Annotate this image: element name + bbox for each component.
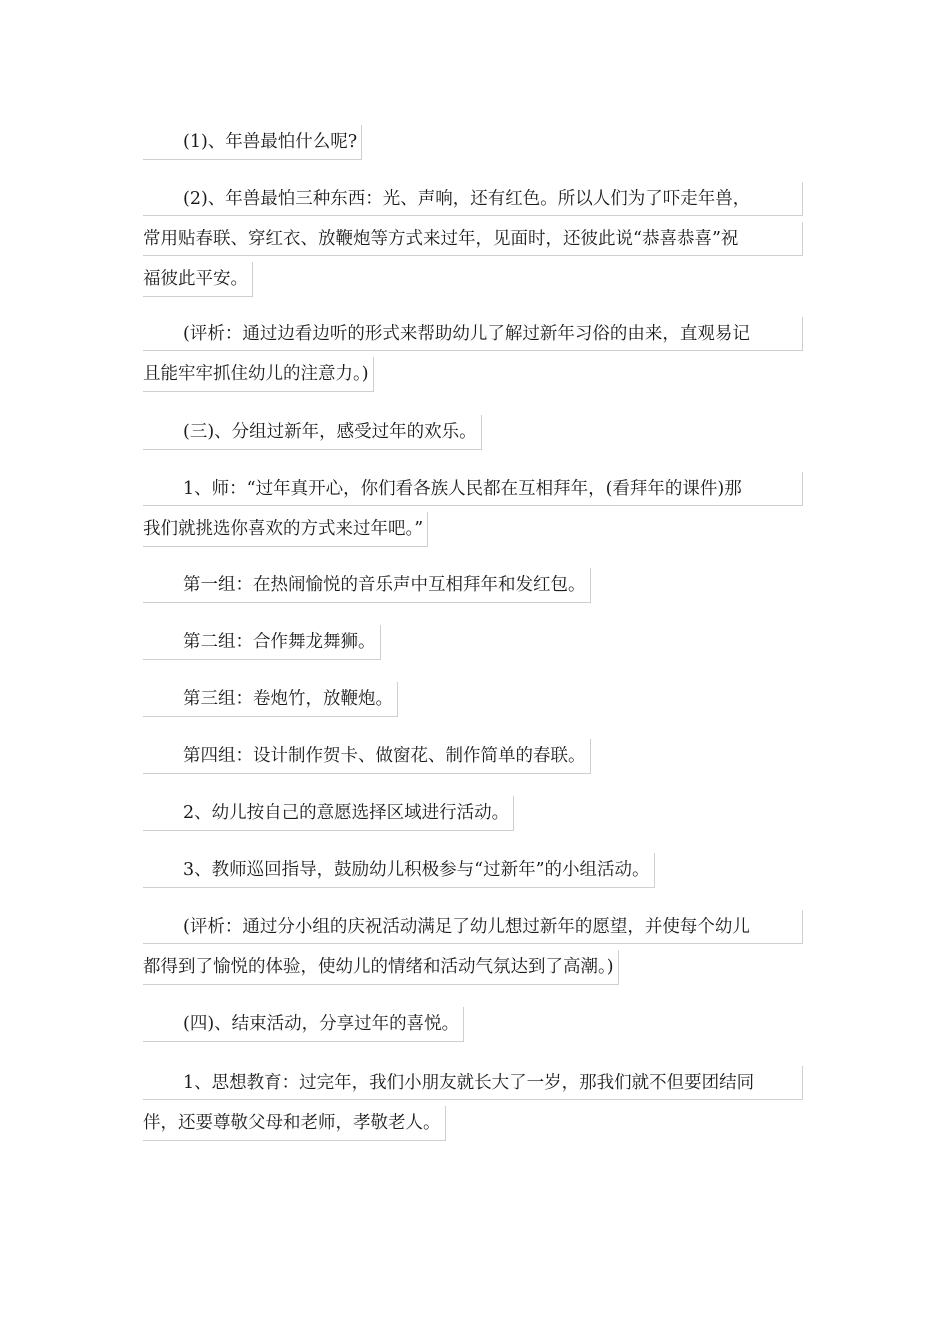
text-line: [143, 679, 807, 719]
line-text: 第三组：卷炮竹，放鞭炮。: [143, 682, 398, 717]
line-text: 3、教师巡回指导，鼓励幼儿积极参与“过新年”的小组活动。: [143, 853, 655, 888]
line-text: 第四组：设计制作贺卡、做窗花、制作简单的春联。: [143, 739, 591, 774]
text-line: [143, 565, 807, 605]
text-line: [143, 179, 807, 219]
text-line: [143, 622, 807, 662]
line-text: 常用贴春联、穿红衣、放鞭炮等方式来过年，见面时，还彼此说“恭喜恭喜”祝: [143, 222, 803, 256]
text-line: [143, 219, 807, 259]
line-text: 且能牢牢抓住幼儿的注意力。): [143, 357, 374, 392]
line-text: 1、思想教育：过完年，我们小朋友就长大了一岁，那我们就不但要团结同: [143, 1066, 803, 1100]
text-line: [143, 469, 807, 509]
text-line: [143, 1004, 807, 1044]
paragraph-2: [143, 179, 807, 299]
text-line: [143, 412, 807, 452]
line-text: (四)、结束活动，分享过年的喜悦。: [143, 1007, 464, 1042]
line-text: (三)、分组过新年，感受过年的欢乐。: [143, 415, 482, 450]
text-line: [143, 259, 807, 299]
line-text: 我们就挑选你喜欢的方式来过年吧。”: [143, 512, 428, 547]
paragraph-9: [143, 736, 807, 776]
text-line: [143, 1103, 807, 1143]
line-text: 第一组：在热闹愉悦的音乐声中互相拜年和发红包。: [143, 568, 591, 603]
line-text: 都得到了愉悦的体验，使幼儿的情绪和活动气氛达到了高潮。): [143, 950, 619, 985]
line-text: (2)、年兽最怕三种东西：光、声响，还有红色。所以人们为了吓走年兽，: [143, 182, 803, 216]
paragraph-5: [143, 469, 807, 549]
text-line: [143, 907, 807, 947]
line-text: 1、师：“过年真开心，你们看各族人民都在互相拜年，(看拜年的课件)那: [143, 472, 803, 506]
paragraph-13: [143, 1004, 807, 1044]
text-line: [143, 850, 807, 890]
line-text: 伴，还要尊敬父母和老师，孝敬老人。: [143, 1106, 446, 1141]
line-text: 福彼此平安。: [143, 262, 253, 297]
paragraph-1: [143, 122, 807, 162]
paragraph-11: [143, 850, 807, 890]
text-line: [143, 1063, 807, 1103]
line-text: (评析：通过分小组的庆祝活动满足了幼儿想过新年的愿望，并使每个幼儿: [143, 910, 803, 944]
paragraph-6: [143, 565, 807, 605]
text-line: [143, 793, 807, 833]
paragraph-8: [143, 679, 807, 719]
paragraph-7: [143, 622, 807, 662]
text-line: [143, 947, 807, 987]
text-line: [143, 354, 807, 394]
text-line: [143, 736, 807, 776]
line-text: 第二组：合作舞龙舞狮。: [143, 625, 381, 660]
paragraph-4: [143, 412, 807, 452]
text-line: [143, 122, 807, 162]
line-text: (评析：通过边看边听的形式来帮助幼儿了解过新年习俗的由来，直观易记: [143, 317, 803, 351]
text-line: [143, 509, 807, 549]
paragraph-12: [143, 907, 807, 987]
text-line: [143, 314, 807, 354]
line-text: (1)、年兽最怕什么呢?: [143, 125, 362, 160]
paragraph-10: [143, 793, 807, 833]
paragraph-14: [143, 1063, 807, 1143]
line-text: 2、幼儿按自己的意愿选择区域进行活动。: [143, 796, 514, 831]
paragraph-3: [143, 314, 807, 394]
